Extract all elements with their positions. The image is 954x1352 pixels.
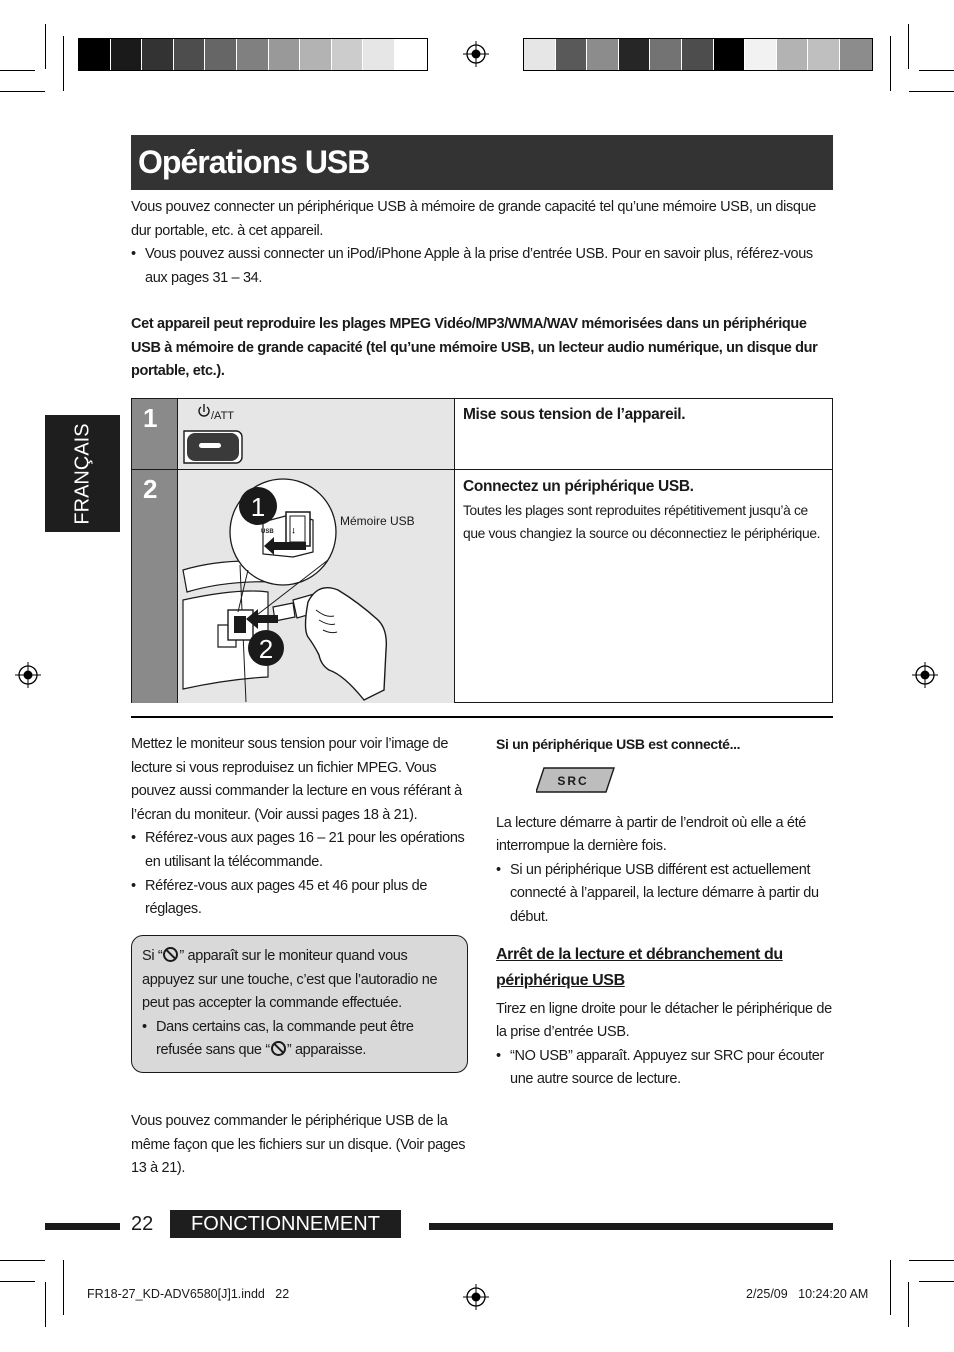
- closing-paragraph: Vous pouvez commander le périphérique USB de la même façon que les fichiers sur un disque. (Voir pages 13 à 21).: [131, 1113, 466, 1177]
- note-text-part: ” apparaît sur le moniteur quand vous appuyez sur une touche, c’est que l’autoradio ne peut pas accepter la commande effectuée.: [142, 948, 438, 1012]
- color-swatch: [142, 39, 174, 70]
- stop-bullet: • “NO USB” apparaît. Appuyez sur SRC pour écouter une autre source de lecture.: [496, 1045, 833, 1092]
- step-1-text: [463, 403, 823, 427]
- left-column: [131, 733, 466, 922]
- color-swatch: [745, 39, 777, 70]
- step-2-body: Toutes les plages sont reproduites répétitivement jusqu’à ce que vous changiez la source ou déconnectiez le périphérique.: [463, 502, 821, 542]
- color-swatch: [682, 39, 714, 70]
- footer-bar: [429, 1223, 833, 1230]
- right-column: [496, 733, 833, 1092]
- left-bullet: • Référez-vous aux pages 45 et 46 pour plus de réglages.: [131, 875, 466, 922]
- stop-text: Tirez en ligne droite pour le détacher le périphérique de la prise d’entrée USB.: [496, 1000, 832, 1041]
- crop-mark: [919, 70, 954, 71]
- title-bar: [131, 135, 833, 190]
- note-bullet-part: ” apparaisse.: [286, 1042, 367, 1059]
- registration-mark-icon: [463, 41, 489, 67]
- step-number: 2: [132, 470, 177, 703]
- color-swatch: [363, 39, 395, 70]
- page-number: 22: [131, 1213, 154, 1235]
- crop-mark: [0, 1260, 45, 1261]
- color-swatch: [777, 39, 809, 70]
- language-tab-label: FRANÇAIS: [71, 422, 93, 525]
- color-swatch: [840, 39, 872, 70]
- language-tab: [45, 415, 120, 532]
- intro-section: [131, 196, 833, 290]
- step-2-illustration: [177, 470, 455, 703]
- prohibited-icon: [271, 1041, 286, 1056]
- crop-mark: [909, 1260, 954, 1261]
- steps-table: [131, 398, 833, 703]
- intro-bullet: • Vous pouvez aussi connecter un iPod/iPhone Apple à la prise d’entrée USB. Pour en savoir plus, référez-vous aux pages 31 – 34.: [131, 243, 833, 290]
- callout-2: 2: [258, 634, 274, 664]
- color-calibration-bar-right: [523, 38, 873, 71]
- resume-text: La lecture démarre à partir de l’endroit où elle a été interrompue la dernière fois.: [496, 814, 806, 855]
- color-swatch: [174, 39, 206, 70]
- power-icon: [199, 404, 209, 416]
- prohibited-icon: [163, 947, 178, 962]
- crop-mark: [909, 91, 954, 92]
- step-2-text: [463, 475, 823, 546]
- crop-mark: [890, 1260, 891, 1315]
- footer-bar: [45, 1223, 120, 1230]
- section-label: FONCTIONNEMENT: [170, 1210, 401, 1238]
- color-swatch: [808, 39, 840, 70]
- callout-1: 1: [250, 492, 266, 522]
- color-swatch: [714, 39, 746, 70]
- usb-connection-illustration: [178, 470, 456, 703]
- svg-text:⭭: ⭭: [292, 526, 296, 536]
- section-divider: [131, 716, 833, 718]
- crop-mark: [0, 70, 35, 71]
- intro-text: Vous pouvez connecter un périphérique USB à mémoire de grande capacité tel qu’une mémoire USB, un disque dur portable, etc. à cet appareil.: [131, 199, 817, 239]
- note-text-part: Si “: [142, 948, 163, 964]
- color-swatch: [587, 39, 619, 70]
- att-label: /ATT: [211, 410, 235, 422]
- step-1-heading: Mise sous tension de l’appareil.: [463, 406, 686, 423]
- crop-mark: [890, 36, 891, 91]
- color-swatch: [111, 39, 143, 70]
- color-calibration-bar-left: [78, 38, 428, 71]
- note-bullet-part: Dans certains cas, la commande peut être refusée sans que “: [156, 1018, 414, 1059]
- crop-mark: [919, 1281, 954, 1282]
- color-swatch: [300, 39, 332, 70]
- page-title: Opérations USB: [138, 144, 370, 180]
- crop-mark: [908, 24, 909, 69]
- connected-heading: Si un périphérique USB est connecté...: [496, 736, 741, 752]
- step-2-heading: Connectez un périphérique USB.: [463, 478, 694, 495]
- color-swatch: [205, 39, 237, 70]
- crop-mark: [0, 91, 45, 92]
- step-number: 1: [132, 399, 177, 469]
- monitor-paragraph: Mettez le moniteur sous tension pour voir l’image de lecture si vous reproduisez un fichier MPEG. Vous pouvez aussi commander la lecture en vous référant à l’écran du moniteur. (Voir aussi pages 18 à 21).: [131, 736, 462, 823]
- usb-memory-label: Mémoire USB: [340, 514, 415, 528]
- crop-mark: [0, 1281, 35, 1282]
- crop-mark: [63, 36, 64, 91]
- bold-paragraph: Cet appareil peut reproduire les plages MPEG Vidéo/MP3/WMA/WAV mémorisées dans un périphérique USB à mémoire de grande capacité (tel qu’une mémoire USB, un lecteur audio numérique, un disque dur portable, etc.).: [131, 316, 818, 380]
- note-box: [131, 935, 468, 1073]
- src-button-icon: [536, 765, 616, 795]
- slug-filename: FR18-27_KD-ADV6580[J]1.indd 22: [87, 1287, 290, 1301]
- color-swatch: [269, 39, 301, 70]
- note-text: [142, 945, 457, 1016]
- color-swatch: [332, 39, 364, 70]
- registration-mark-icon: [912, 662, 938, 688]
- step-1-illustration: [177, 399, 455, 469]
- color-swatch: [395, 39, 427, 70]
- crop-mark: [63, 1260, 64, 1315]
- usb-port-label: USB: [261, 529, 274, 535]
- color-swatch: [650, 39, 682, 70]
- registration-mark-icon: [15, 662, 41, 688]
- resume-bullet: • Si un périphérique USB différent est actuellement connecté à l’appareil, la lecture démarre à partir du début.: [496, 859, 833, 930]
- src-button-label: SRC: [557, 773, 589, 788]
- crop-mark: [908, 1282, 909, 1327]
- power-button-illustration: [178, 399, 456, 469]
- stop-heading: Arrêt de la lecture et débranchement du périphérique USB: [496, 945, 783, 989]
- color-swatch: [79, 39, 111, 70]
- note-bullet: [142, 1016, 457, 1063]
- registration-mark-icon: [463, 1284, 489, 1310]
- color-swatch: [237, 39, 269, 70]
- color-swatch: [524, 39, 556, 70]
- color-swatch: [556, 39, 588, 70]
- color-swatch: [619, 39, 651, 70]
- crop-mark: [45, 1282, 46, 1327]
- crop-mark: [45, 24, 46, 69]
- slug-date: 2/25/09 10:24:20 AM: [746, 1287, 869, 1301]
- left-bullet: • Référez-vous aux pages 16 – 21 pour les opérations en utilisant la télécommande.: [131, 827, 466, 874]
